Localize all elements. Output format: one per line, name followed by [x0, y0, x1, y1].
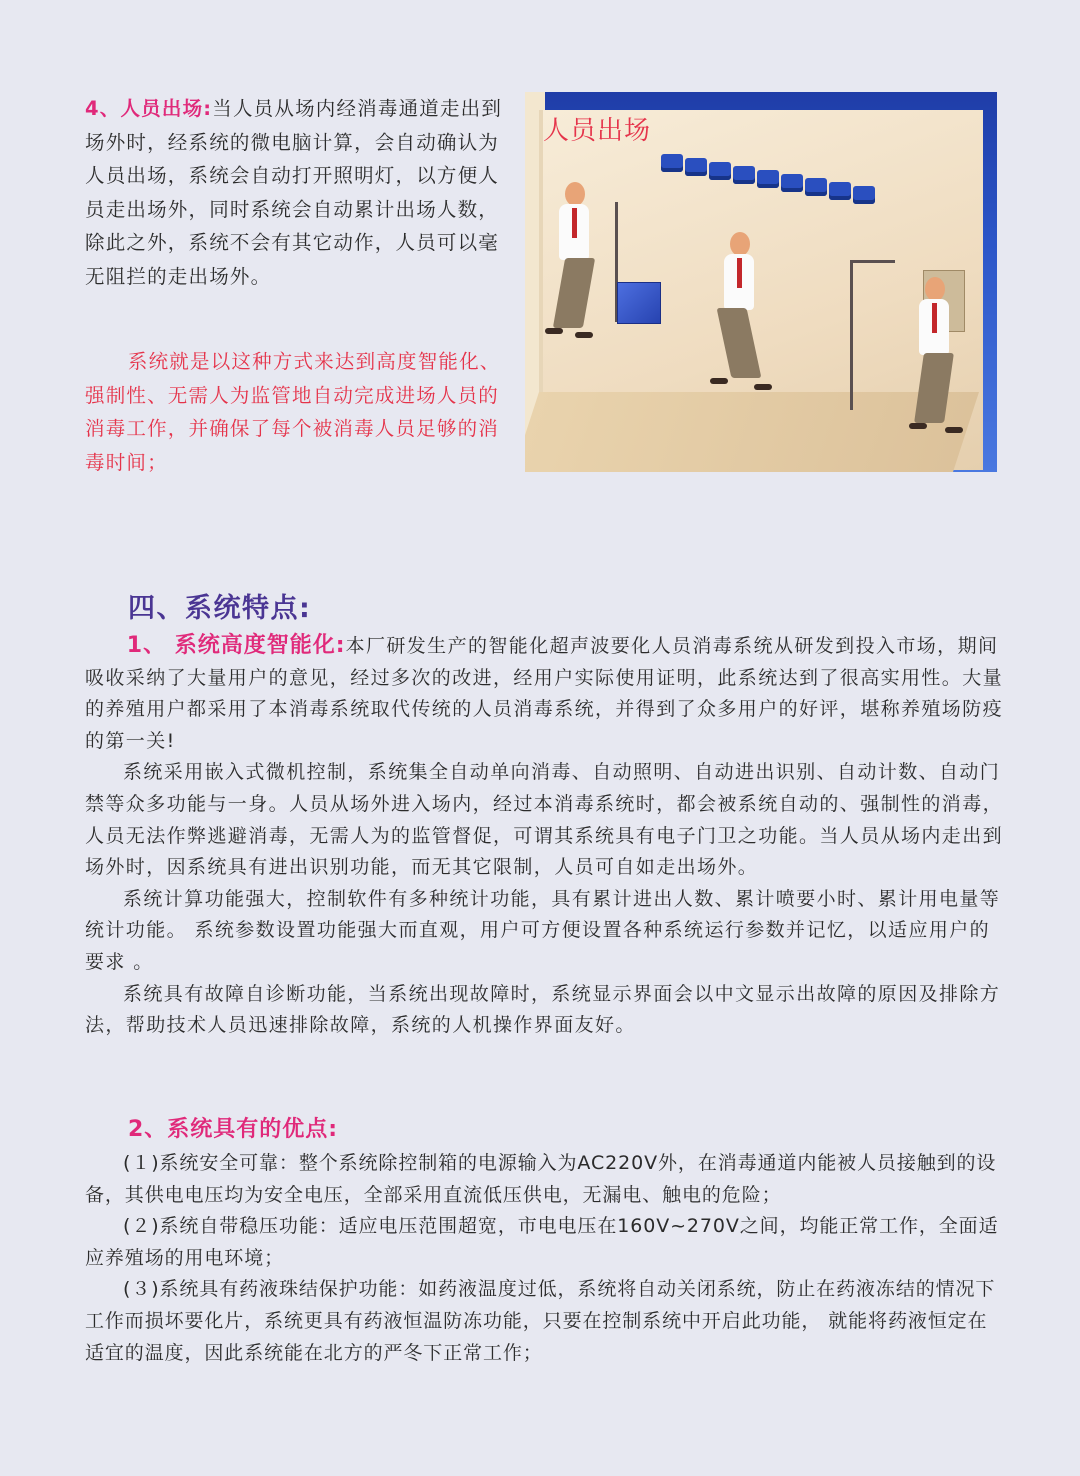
control-box-icon	[617, 282, 661, 324]
exit-illustration	[525, 92, 997, 472]
pipe-icon	[850, 260, 895, 263]
feature1-intro-text: 本厂研发生产的智能化超声波要化人员消毒系统从研发到投入市场，期间吸收采纳了大量用户的意见，经过多次的改进，经用户实际使用证明，此系统达到了很高实用性。大量的养殖用户都采用了本消毒系统取代传统的人员消毒系统，并得到了众多用户的好评，堪称养殖场防疫的第一关!	[85, 635, 1004, 752]
exit-paragraph	[85, 92, 510, 293]
feature-intelligence	[85, 630, 1003, 1042]
feature1-heading: 1、 系统高度智能化:	[126, 633, 346, 658]
illustration-floor	[525, 392, 979, 472]
summary-paragraph: 系统就是以这种方式来达到高度智能化、强制性、无需人为监管地自动完成进场人员的消毒工作，并确保了每个被消毒人员足够的消毒时间；	[85, 350, 501, 474]
feature1-intro	[85, 630, 1003, 757]
exit-body: 当人员从场内经消毒通道走出到场外时，经系统的微电脑计算，会自动确认为人员出场，系统会自动打开照明灯，以方便人员走出场外，同时系统会自动累计出场人数，除此之外，系统不会有其它动作，人员可以毫无阻拦的走出场外。	[85, 97, 503, 288]
spray-nozzles	[661, 154, 901, 204]
advantage-1: (１)系统安全可靠：整个系统除控制箱的电源输入为AC220V外，在消毒通道内能被人员接触到的设备，其供电电压均为安全电压，全部采用直流低压供电，无漏电、触电的危险；	[85, 1152, 997, 1206]
exit-section	[85, 92, 510, 293]
summary-section	[85, 345, 510, 479]
illustration-caption: 人员出场	[543, 116, 652, 146]
advantages-heading: 2、系统具有的优点:	[128, 1117, 339, 1142]
pipe-icon	[850, 260, 853, 410]
features-title: 四、系统特点:	[128, 593, 312, 624]
feature1-paragraph-2: 系统采用嵌入式微机控制，系统集全自动单向消毒、自动照明、自动进出识别、自动计数、自动门禁等众多功能与一身。人员从场外进入场内，经过本消毒系统时，都会被系统自动的、强制性的消毒，人员无法作弊逃避消毒，无需人为的监管督促，可谓其系统具有电子门卫之功能。当人员从场内走出到场外时，因系统具有进出识别功能，而无其它限制，人员可自如走出场外。	[85, 761, 1004, 879]
feature1-paragraph-3: 系统计算功能强大，控制软件有多种统计功能，具有累计进出人数、累计喷要小时、累计用电量等统计功能。 系统参数设置功能强大而直观，用户可方便设置各种系统运行参数并记忆，以适应用户的要求 。	[85, 887, 1001, 973]
feature1-paragraph-4: 系统具有故障自诊断功能，当系统出现故障时，系统显示界面会以中文显示出故障的原因及排除方法，帮助技术人员迅速排除故障，系统的人机操作界面友好。	[85, 982, 1001, 1037]
exit-heading: 4、人员出场:	[85, 97, 213, 120]
advantage-3: (３)系统具有药液珠结保护功能：如药液温度过低，系统将自动关闭系统，防止在药液冻结的情况下工作而损坏要化片，系统更具有药液恒温防冻功能，只要在控制系统中开启此功能， 就能将药液恒定在适宜的温度，因此系统能在北方的严冬下正常工作；	[85, 1278, 996, 1364]
advantage-2: (２)系统自带稳压功能：适应电压范围超宽，市电电压在160V~270V之间，均能正常工作，全面适应养殖场的用电环境；	[85, 1215, 999, 1269]
feature-advantages	[85, 1148, 1003, 1369]
